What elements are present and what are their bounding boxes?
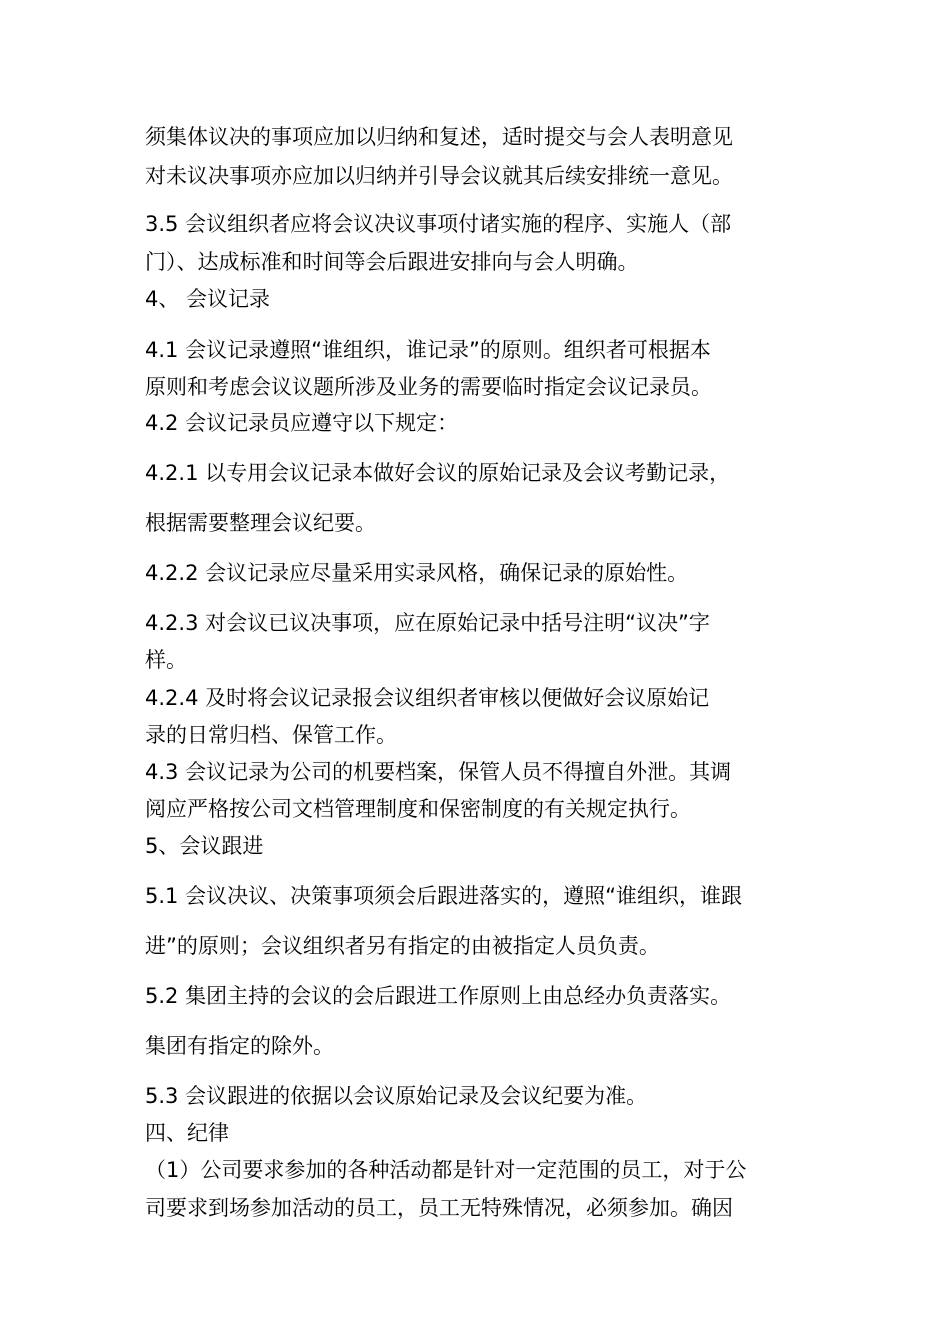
paragraph-line: 4.2.3 对会议已议决事项，应在原始记录中括号注明“议决”字 xyxy=(145,611,710,635)
paragraph-line: 阅应严格按公司文档管理制度和保密制度的有关规定执行。 xyxy=(145,797,691,821)
section-heading: 四、纪律 xyxy=(145,1121,229,1145)
paragraph-line: 5.3 会议跟进的依据以会议原始记录及会议纪要为准。 xyxy=(145,1084,648,1108)
paragraph-line: 3.5 会议组织者应将会议决议事项付诸实施的程序、实施人（部 xyxy=(145,212,732,236)
paragraph-line: （1）公司要求参加的各种活动都是针对一定范围的员工，对于公 xyxy=(145,1158,747,1182)
paragraph-line: 进”的原则；会议组织者另有指定的由被指定人员负责。 xyxy=(145,934,660,958)
paragraph-line: 4.2.2 会议记录应尽量采用实录风格，确保记录的原始性。 xyxy=(145,561,689,585)
paragraph-line: 对未议决事项亦应加以归纳并引导会议就其后续安排统一意见。 xyxy=(145,164,733,188)
paragraph-line: 5.1 会议决议、决策事项须会后跟进落实的，遵照“谁组织，谁跟 xyxy=(145,884,742,908)
paragraph-line: 录的日常归档、保管工作。 xyxy=(145,723,397,747)
paragraph-line: 4.2.1 以专用会议记录本做好会议的原始记录及会议考勤记录， xyxy=(145,461,731,485)
paragraph-line: 4.2 会议记录员应遵守以下规定： xyxy=(145,411,459,435)
section-heading: 5、会议跟进 xyxy=(145,834,264,858)
paragraph-line: 原则和考虑会议议题所涉及业务的需要临时指定会议记录员。 xyxy=(145,375,712,399)
paragraph-line: 4.1 会议记录遵照“谁组织，谁记录”的原则。组织者可根据本 xyxy=(145,338,711,362)
paragraph-line: 根据需要整理会议纪要。 xyxy=(145,511,376,535)
section-heading: 4、 会议记录 xyxy=(145,287,271,311)
paragraph-line: 司要求到场参加活动的员工，员工无特殊情况，必须参加。确因 xyxy=(145,1196,733,1220)
paragraph-line: 样。 xyxy=(145,648,187,672)
paragraph-line: 须集体议决的事项应加以归纳和复述，适时提交与会人表明意见 xyxy=(145,125,733,149)
paragraph-line: 4.2.4 及时将会议记录报会议组织者审核以便做好会议原始记 xyxy=(145,686,710,710)
paragraph-line: 5.2 集团主持的会议的会后跟进工作原则上由总经办负责落实。 xyxy=(145,984,732,1008)
paragraph-line: 门）、达成标准和时间等会后跟进安排向与会人明确。 xyxy=(145,250,639,274)
paragraph-line: 集团有指定的除外。 xyxy=(145,1034,334,1058)
paragraph-line: 4.3 会议记录为公司的机要档案，保管人员不得擅自外泄。其调 xyxy=(145,760,732,784)
